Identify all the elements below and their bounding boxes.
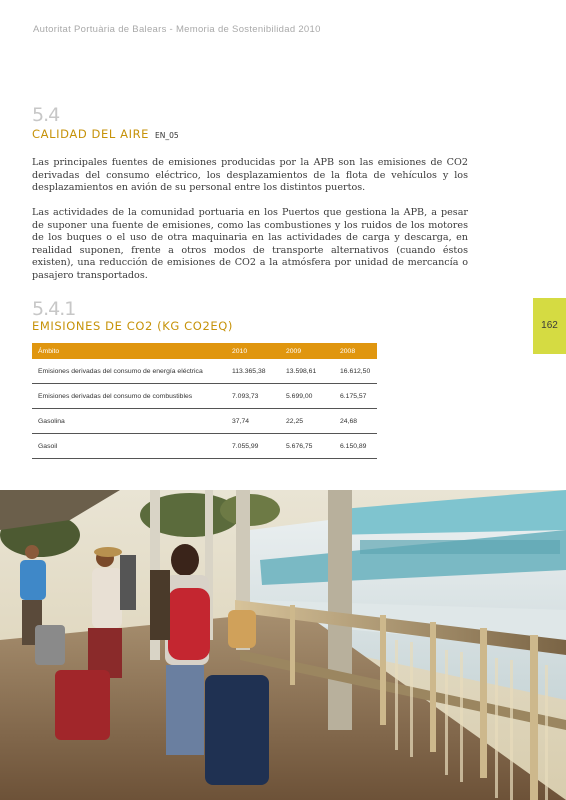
table-row [32,434,377,459]
table-row [32,359,377,384]
table-cell: 5.676,75 [280,434,334,459]
table-row [32,384,377,409]
subsection-number: 5.4.1 [32,298,76,320]
photo-illustration [0,490,566,800]
table-cell: 113.365,38 [226,359,280,384]
table-cell: Emisiones derivadas del consumo de energía eléctrica [32,359,226,384]
paragraph-1: Las principales fuentes de emisiones producidas por la APB son las emisiones de CO2 derivadas del consumo eléctrico, los desplazamientos de la flota de vehículos y los desplazamientos en avión de su personal entre los distintos puertos. [32,157,468,194]
table-cell: 24,68 [334,409,377,434]
paragraph-2: Las actividades de la comunidad portuaria en los Puertos que gestiona la APB, a pesar de suponer una fuente de emisiones, como las combustiones y los ruidos de los motores de los buques o el uso de otra maquinaria en las actividades de carga y descarga, en realidad suponen, frente a otros modos de transporte alternativos (cuando éstos existen), una reducción de emisiones de CO2 a la atmósfera por unidad de mercancía o pasajero transportados. [32,207,468,281]
table-row [32,409,377,434]
table-cell: 13.598,61 [280,359,334,384]
subsection-title: EMISIONES DE CO2 (KG CO2EQ) [32,319,233,333]
table-cell: 6.175,57 [334,384,377,409]
column-header: Ámbito [32,343,226,359]
table-cell: 16.612,50 [334,359,377,384]
table-cell: 37,74 [226,409,280,434]
table-cell: 5.699,00 [280,384,334,409]
gri-indicator-tag: EN_05 [155,131,179,140]
column-header: 2009 [280,343,334,359]
table-cell: 6.150,89 [334,434,377,459]
table-cell: 7.093,73 [226,384,280,409]
table-cell: Emisiones derivadas del consumo de combustibles [32,384,226,409]
page-number-tab [533,298,566,354]
port-passengers-photo [0,490,566,800]
emissions-table [32,343,377,459]
table-cell: 7.055,99 [226,434,280,459]
section-title [32,127,179,141]
table-header-row [32,343,377,359]
page-number: 162 [541,320,558,331]
column-header: 2008 [334,343,377,359]
section-title-text: CALIDAD DEL AIRE [32,127,150,141]
table-cell: Gasolina [32,409,226,434]
column-header: 2010 [226,343,280,359]
section-number: 5.4 [32,104,60,126]
table-cell: 22,25 [280,409,334,434]
table-cell: Gasoil [32,434,226,459]
running-header: Autoritat Portuària de Balears - Memoria de Sostenibilidad 2010 [33,24,321,35]
